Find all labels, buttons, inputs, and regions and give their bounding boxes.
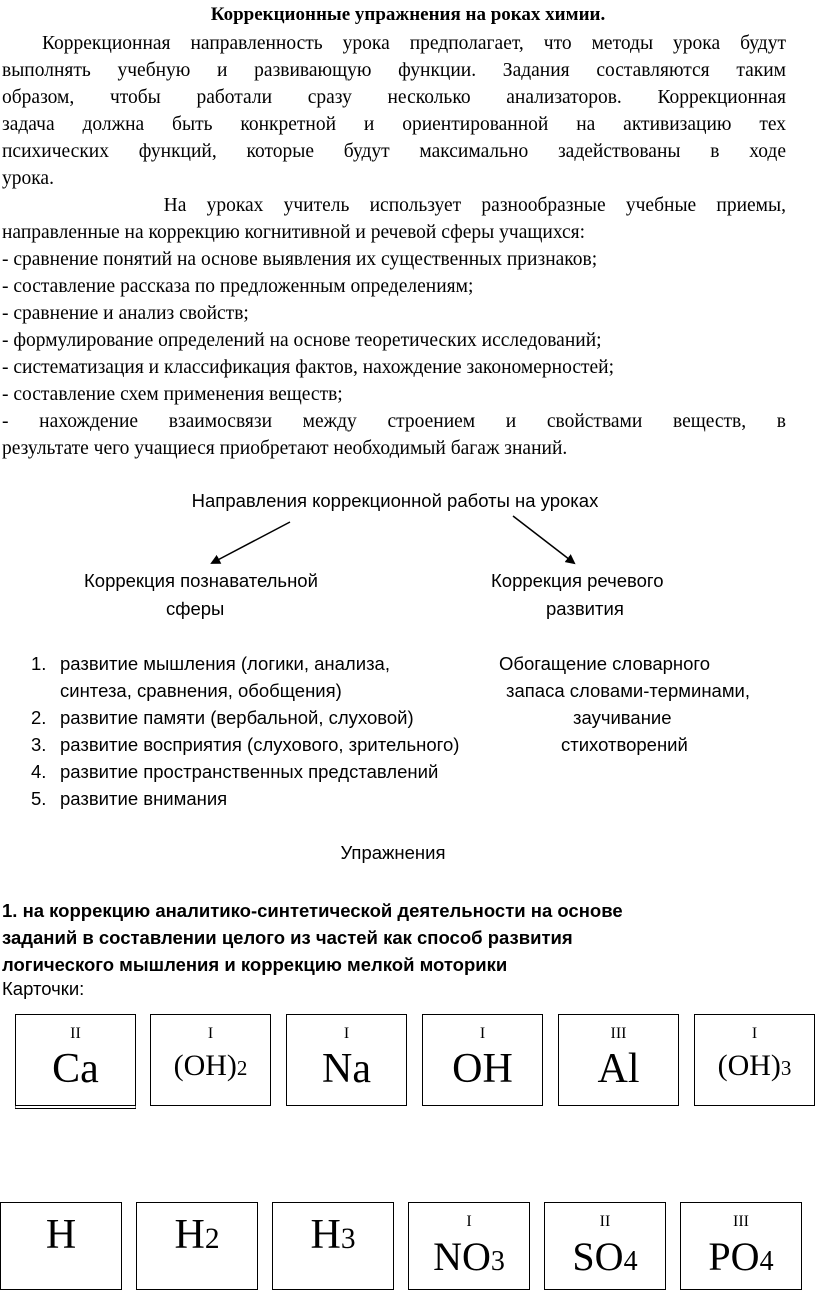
card-valence: I	[751, 1025, 758, 1042]
right-branch-title: Коррекция речевого	[491, 570, 664, 591]
left-item-number: 5.	[31, 788, 47, 809]
right-item-line: заучивание	[573, 707, 672, 728]
left-item: развитие памяти (вербальной, слуховой)	[60, 707, 414, 728]
card-valence: III	[733, 1213, 749, 1230]
card-h3	[272, 1202, 394, 1290]
card-symbol: H2	[174, 1212, 220, 1258]
right-item-line: запаса словами-терминами,	[506, 680, 751, 701]
arrow-left	[212, 522, 290, 563]
method-item: - составление рассказа по предложенным определениям;	[2, 276, 474, 297]
intro-line: урока.	[2, 168, 54, 189]
card-symbol: SO4	[572, 1234, 638, 1279]
card-symbol: (OH)2	[173, 1049, 248, 1082]
cards-label: Карточки:	[2, 978, 85, 999]
card-symbol: OH	[452, 1046, 513, 1092]
card-ca	[15, 1014, 136, 1109]
card-h	[0, 1202, 122, 1290]
card-na	[286, 1014, 407, 1106]
method-item: - систематизация и классификация фактов, нахождение закономерностей;	[2, 357, 615, 378]
card-symbol: H3	[310, 1212, 356, 1258]
card-h2	[136, 1202, 258, 1290]
exercise-heading-line: логического мышления и коррекцию мелкой моторики	[2, 954, 508, 975]
card-symbol: Na	[322, 1046, 371, 1092]
method-item: - составление схем применения веществ;	[2, 384, 343, 405]
card-valence: II	[70, 1025, 81, 1042]
intro-line: психических функций, которые будут максимально задействованы в ходе	[2, 141, 786, 162]
left-item-number: 1.	[31, 653, 47, 674]
card-oh2	[150, 1014, 271, 1106]
card-symbol: (OH)3	[717, 1049, 792, 1082]
right-branch-title-2: развития	[546, 598, 624, 619]
left-branch-title-2: сферы	[166, 598, 225, 619]
left-item: развитие пространственных представлений	[60, 761, 439, 782]
right-item-line: Обогащение словарного	[499, 653, 711, 674]
left-item: развитие внимания	[60, 788, 228, 809]
intro-line: выполнять учебную и развивающую функции. Задания составляются таким	[2, 60, 786, 81]
card-symbol: PO4	[708, 1234, 774, 1279]
card-so4	[544, 1202, 666, 1290]
exercise-heading-line: 1. на коррекцию аналитико-синтетической деятельности на основе	[2, 900, 623, 921]
diagram-heading: Направления коррекционной работы на уроках	[191, 490, 599, 511]
card-valence: III	[610, 1025, 627, 1042]
method-item: - сравнение понятий на основе выявления их существенных признаков;	[2, 249, 598, 270]
card-symbol: NO3	[433, 1234, 505, 1279]
second-para-line: направленные на коррекцию когнитивной и речевой сферы учащихся:	[2, 222, 586, 243]
card-symbol: Ca	[52, 1046, 99, 1092]
method-item: - формулирование определений на основе теоретических исследований;	[2, 330, 602, 351]
left-item: развитие мышления (логики, анализа,	[60, 653, 390, 674]
method-item: - сравнение и анализ свойств;	[2, 303, 249, 324]
exercise-heading-line: заданий в составлении целого из частей как способ развития	[2, 927, 573, 948]
page-title: Коррекционные упражнения на роках химии.	[210, 4, 606, 25]
card-symbol: H	[45, 1212, 77, 1258]
left-item-number: 3.	[31, 734, 47, 755]
card-valence: I	[479, 1025, 486, 1042]
intro-line: Коррекционная направленность урока предполагает, что методы урока будут	[2, 33, 786, 54]
card-oh	[422, 1014, 543, 1106]
card-symbol: Al	[597, 1046, 640, 1092]
exercises-heading: Упражнения	[340, 842, 446, 863]
left-item-number: 4.	[31, 761, 47, 782]
left-item: развитие восприятия (слухового, зрительного)	[60, 734, 460, 755]
card-valence: I	[466, 1213, 472, 1230]
intro-line: образом, чтобы работали сразу несколько анализаторов. Коррекционная	[2, 87, 786, 108]
card-no3	[408, 1202, 530, 1290]
card-valence: I	[207, 1025, 214, 1042]
card-valence: II	[599, 1213, 611, 1230]
card-oh3	[694, 1014, 815, 1106]
arrow-right	[513, 516, 574, 563]
second-para-line: На уроках учитель использует разнообразные учебные приемы,	[2, 195, 786, 216]
left-branch-title: Коррекция познавательной	[84, 570, 318, 591]
left-item: синтеза, сравнения, обобщения)	[60, 680, 342, 701]
right-item-line: стихотворений	[561, 734, 688, 755]
card-po4	[680, 1202, 802, 1290]
card-al	[558, 1014, 679, 1106]
card-valence: I	[343, 1025, 350, 1042]
left-item-number: 2.	[31, 707, 47, 728]
method-item: результате чего учащиеся приобретают необходимый багаж знаний.	[2, 438, 568, 459]
method-item: - нахождение взаимосвязи между строением и свойствами веществ, в	[2, 411, 786, 432]
intro-line: задача должна быть конкретной и ориентированной на активизацию тех	[2, 114, 786, 135]
